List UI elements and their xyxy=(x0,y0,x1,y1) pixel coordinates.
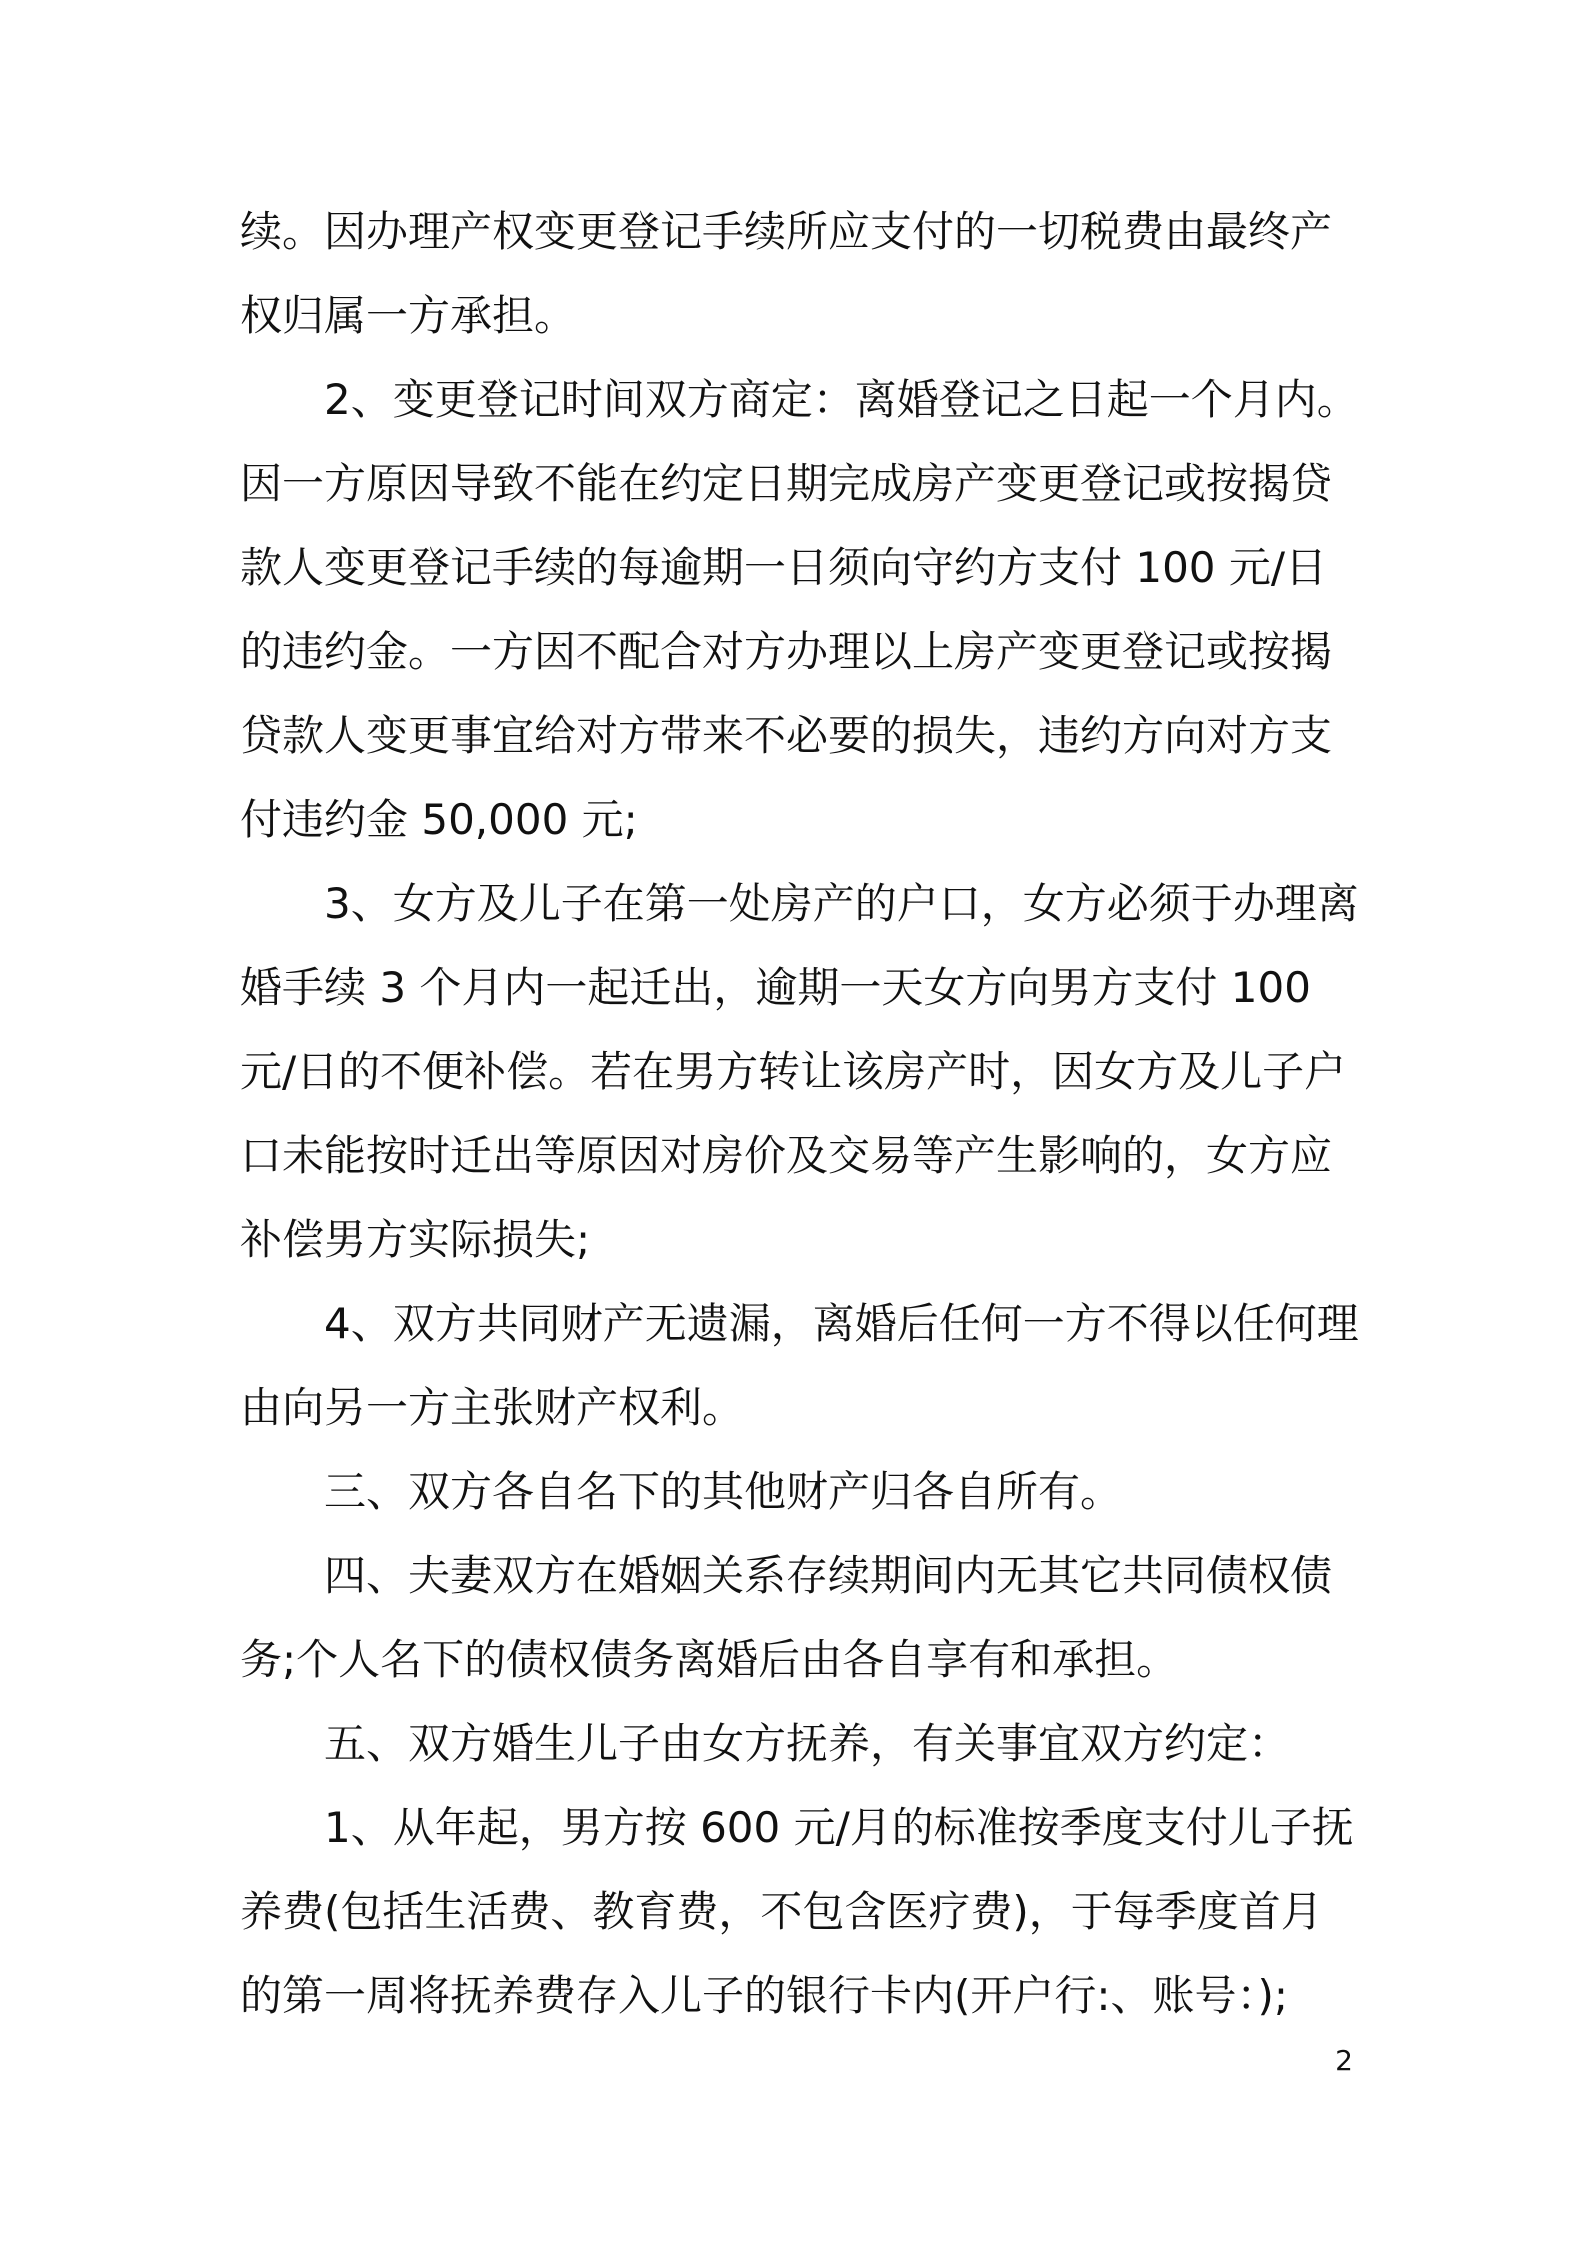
document-body xyxy=(240,190,1360,2038)
paragraph-section-three: 三、双方各自名下的其他财产归各自所有。 xyxy=(324,1467,1123,1516)
paragraph-clause-4: 4、双方共同财产无遗漏，离婚后任何一方不得以任何理由向另一方主张财产权利。 xyxy=(240,1299,1359,1432)
paragraph-clause-3: 3、女方及儿子在第一处房产的户口，女方必须于办理离婚手续 3 个月内一起迁出，逾期一天女方向男方支付 100 元/日的不便补偿。若在男方转让该房产时，因女方及儿子户口未能按时迁出等原因对房价及交易等产生影响的，女方应补偿男方实际损失; xyxy=(240,879,1359,1264)
paragraph-clause-2: 2、变更登记时间双方商定：离婚登记之日起一个月内。因一方原因导致不能在约定日期完成房产变更登记或按揭贷款人变更登记手续的每逾期一日须向守约方支付 100 元/日的违约金。一方因不配合对方办理以上房产变更登记或按揭贷款人变更事宜给对方带来不必要的损失，违约方向对方支付违约金 50,000 元; xyxy=(240,375,1359,844)
paragraph-section-five: 五、双方婚生儿子由女方抚养，有关事宜双方约定： xyxy=(324,1719,1291,1768)
paragraph-section-four: 四、夫妻双方在婚姻关系存续期间内无其它共同债权债务;个人名下的债权债务离婚后由各自享有和承担。 xyxy=(240,1551,1333,1684)
paragraph-section-five-clause-1: 1、从年起，男方按 600 元/月的标准按季度支付儿子抚养费(包括生活费、教育费，不包含医疗费)，于每季度首月的第一周将抚养费存入儿子的银行卡内(开户行:、账号：); xyxy=(240,1803,1354,2020)
page-number: 2 xyxy=(1335,2044,1353,2077)
paragraph-continuation: 续。因办理产权变更登记手续所应支付的一切税费由最终产权归属一方承担。 xyxy=(240,207,1333,340)
